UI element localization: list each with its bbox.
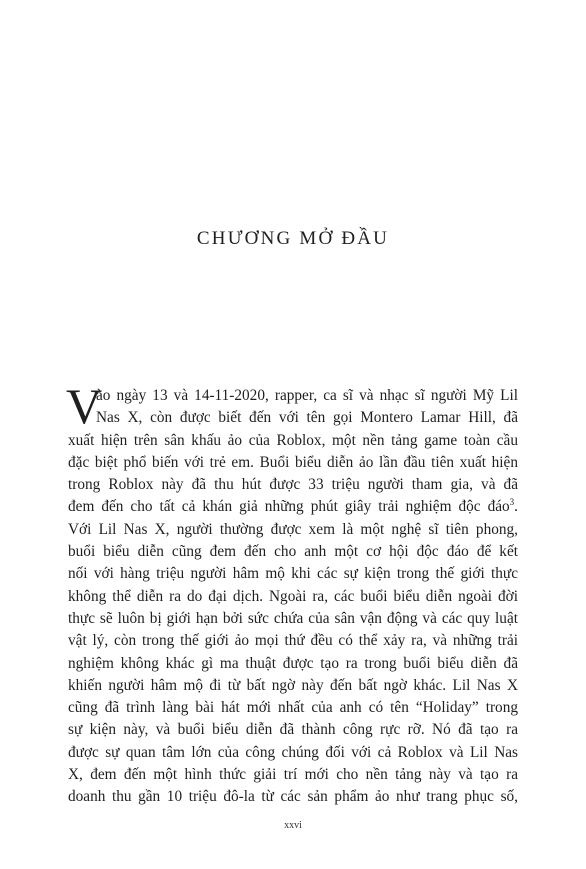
text-line [68,496,518,518]
text-line: ào ngày 13 và 14-11-2020, rapper, ca sĩ và nhạc sĩ người Mỹ Lil [96,387,518,404]
text-line: doanh thu gần 10 triệu đô-la từ các sản phẩm ảo như trang phục số, [68,788,518,806]
text-line: nối với hàng triệu người hâm mộ khi các sự kiện trong thế giới thực [68,565,518,583]
text-line: đặc biệt phổ biến với trẻ em. Buổi biểu diễn ảo lần đầu tiên xuất hiện [68,453,518,471]
text-line: buổi biểu diễn cũng đem đến cho anh một cơ hội độc đáo để kết [68,543,518,561]
page-number: xxvi [284,820,302,831]
text-line: X, đem đến một hình thức giải trí mới cho nền tảng này và tạo ra [68,766,518,784]
sentence-period: . [514,498,518,516]
text-line: Với Lil Nas X, người thường được xem là một nghệ sĩ tiên phong, [68,520,518,538]
text-line: cũng đã trình làng bài hát mới nhất của anh có tên “Holiday” trong [68,699,518,717]
footnote-reference[interactable]: 3 [509,497,515,508]
text-line: Nas X, còn được biết đến với tên gọi Montero Lamar Hill, đã [96,409,518,427]
text-line-content: đem đến cho tất cả khán giả những phút giây trải nghiệm độc đáo [68,498,510,516]
text-line: trong Roblox này đã thu hút được 33 triệu người tham gia, và đã [68,476,518,494]
text-line: nghiệm không khác gì ma thuật được tạo ra trong buổi biểu diễn đã [68,654,518,672]
text-line: không thể diễn ra do đại dịch. Ngoài ra, các buổi biểu diễn ngoài đời [68,587,518,605]
text-line: xuất hiện trên sân khấu ảo của Roblox, một nền tảng game toàn cầu [68,431,518,449]
drop-cap: V [66,378,103,434]
text-line: thực sẽ luôn bị giới hạn bởi sức chứa của sân vận động và các quy luật [68,609,518,627]
text-line: được sự quan tâm lớn của công chúng đối với cả Roblox và Lil Nas [68,743,518,761]
chapter-title: CHƯƠNG MỞ ĐẦU [196,228,390,249]
body-paragraph [66,378,518,809]
text-line: sự kiện này, và buổi biểu diễn đã thành công rực rỡ. Nó đã tạo ra [68,721,518,739]
text-line: khiến người hâm mộ đi từ bất ngờ này đến bất ngờ khác. Lil Nas X [68,676,518,694]
text-line: vật lý, còn trong thế giới ảo mọi thứ đều có thể xảy ra, và những trải [68,632,518,650]
